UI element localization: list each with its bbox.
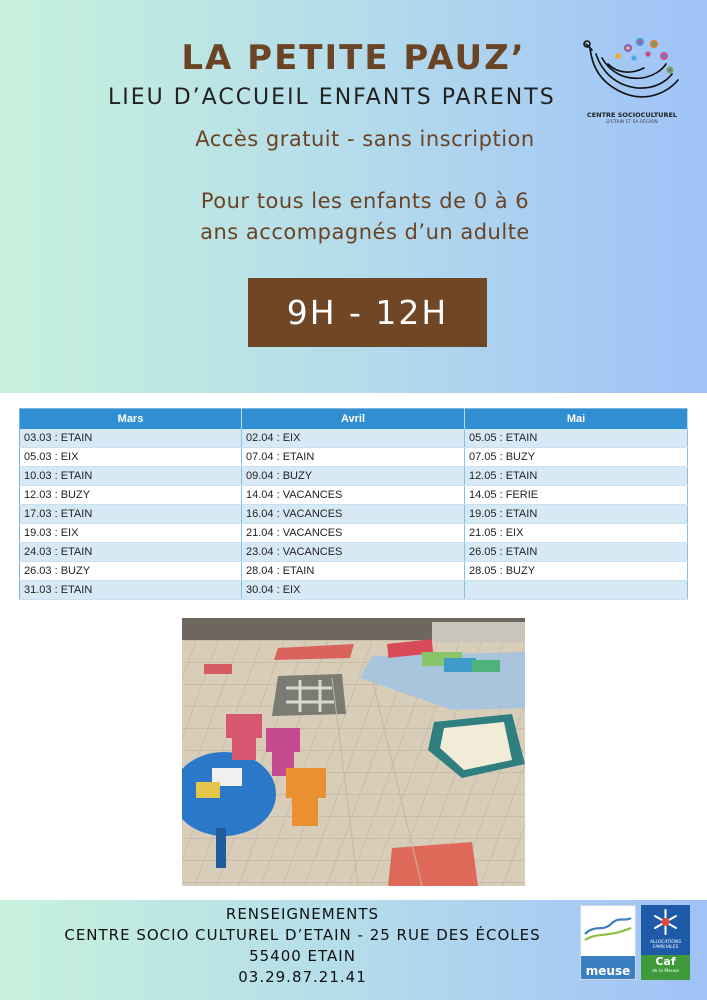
landscape-icon [581, 906, 635, 946]
table-cell: 10.03 : ETAIN [20, 467, 242, 486]
schedule-table [19, 408, 688, 600]
table-row [20, 467, 688, 486]
caf-line: ALLOCATIONS FAMILIALES [649, 940, 682, 950]
contact-phone: 03.29.87.21.41 [238, 968, 367, 986]
table-cell: 21.05 : EIX [465, 524, 688, 543]
logo-centre-name: CENTRE SOCIOCULTUREL [586, 111, 678, 119]
playroom-photo [182, 618, 525, 886]
column-header-mars: Mars [20, 409, 242, 429]
table-cell: 24.03 : ETAIN [20, 543, 242, 562]
meuse-band [581, 956, 635, 979]
caf-word: Caf [655, 955, 676, 968]
contact-city: 55400 ETAIN [249, 947, 356, 965]
audience-line-2: ans accompagnés d’un adulte [200, 220, 530, 244]
table-row [20, 562, 688, 581]
peacock-logo-icon [578, 36, 686, 112]
table-cell: 14.05 : FERIE [465, 486, 688, 505]
table-row [20, 543, 688, 562]
table-cell: 05.05 : ETAIN [465, 429, 688, 448]
table-cell: 19.05 : ETAIN [465, 505, 688, 524]
table-row [20, 429, 688, 448]
table-cell: 17.03 : ETAIN [20, 505, 242, 524]
contact-address: CENTRE SOCIO CULTUREL D’ETAIN - 25 RUE DES ÉCOLES [64, 926, 541, 944]
table-cell: 21.04 : VACANCES [242, 524, 465, 543]
table-cell: 14.04 : VACANCES [242, 486, 465, 505]
table-cell: 19.03 : EIX [20, 524, 242, 543]
meuse-department-logo [580, 905, 636, 980]
caf-band [641, 955, 690, 980]
table-cell: 30.04 : EIX [242, 581, 465, 600]
audience-text [0, 186, 707, 248]
table-cell: 03.03 : ETAIN [20, 429, 242, 448]
logo-centre-sub: D’ETAIN ET SA RÉGION [606, 120, 658, 125]
table-cell: 05.03 : EIX [20, 448, 242, 467]
table-cell: 31.03 : ETAIN [20, 581, 242, 600]
caf-logo [641, 905, 690, 980]
table-cell: 28.04 : ETAIN [242, 562, 465, 581]
table-cell: 16.04 : VACANCES [242, 505, 465, 524]
table-cell: 23.04 : VACANCES [242, 543, 465, 562]
table-cell: 26.05 : ETAIN [465, 543, 688, 562]
access-text: Accès gratuit - sans inscription [195, 127, 535, 151]
schedule-header-row [20, 409, 688, 429]
table-cell: 28.05 : BUZY [465, 562, 688, 581]
table-cell: 07.04 : ETAIN [242, 448, 465, 467]
hours-badge: 9H - 12H [248, 278, 487, 347]
contact-block [20, 904, 585, 988]
table-cell: 26.03 : BUZY [20, 562, 242, 581]
table-cell: 09.04 : BUZY [242, 467, 465, 486]
table-cell: 12.03 : BUZY [20, 486, 242, 505]
table-row [20, 486, 688, 505]
table-row [20, 448, 688, 467]
column-header-mai: Mai [465, 409, 688, 429]
table-cell: 07.05 : BUZY [465, 448, 688, 467]
table-row [20, 581, 688, 600]
table-cell: 12.05 : ETAIN [465, 467, 688, 486]
table-row [20, 524, 688, 543]
audience-line-1: Pour tous les enfants de 0 à 6 [200, 189, 530, 213]
column-header-avril: Avril [242, 409, 465, 429]
centre-socioculturel-logo [578, 36, 686, 131]
caf-sub: de la Meuse [651, 969, 680, 974]
page-subtitle: LIEU D’ACCUEIL ENFANTS PARENTS [108, 85, 556, 110]
meuse-word: meuse [585, 964, 631, 978]
contact-heading: RENSEIGNEMENTS [225, 905, 380, 923]
table-cell: 02.04 : EIX [242, 429, 465, 448]
table-row [20, 505, 688, 524]
page-title: LA PETITE PAUZ’ [181, 38, 526, 78]
snowflake-icon [641, 905, 690, 939]
table-cell [465, 581, 688, 600]
